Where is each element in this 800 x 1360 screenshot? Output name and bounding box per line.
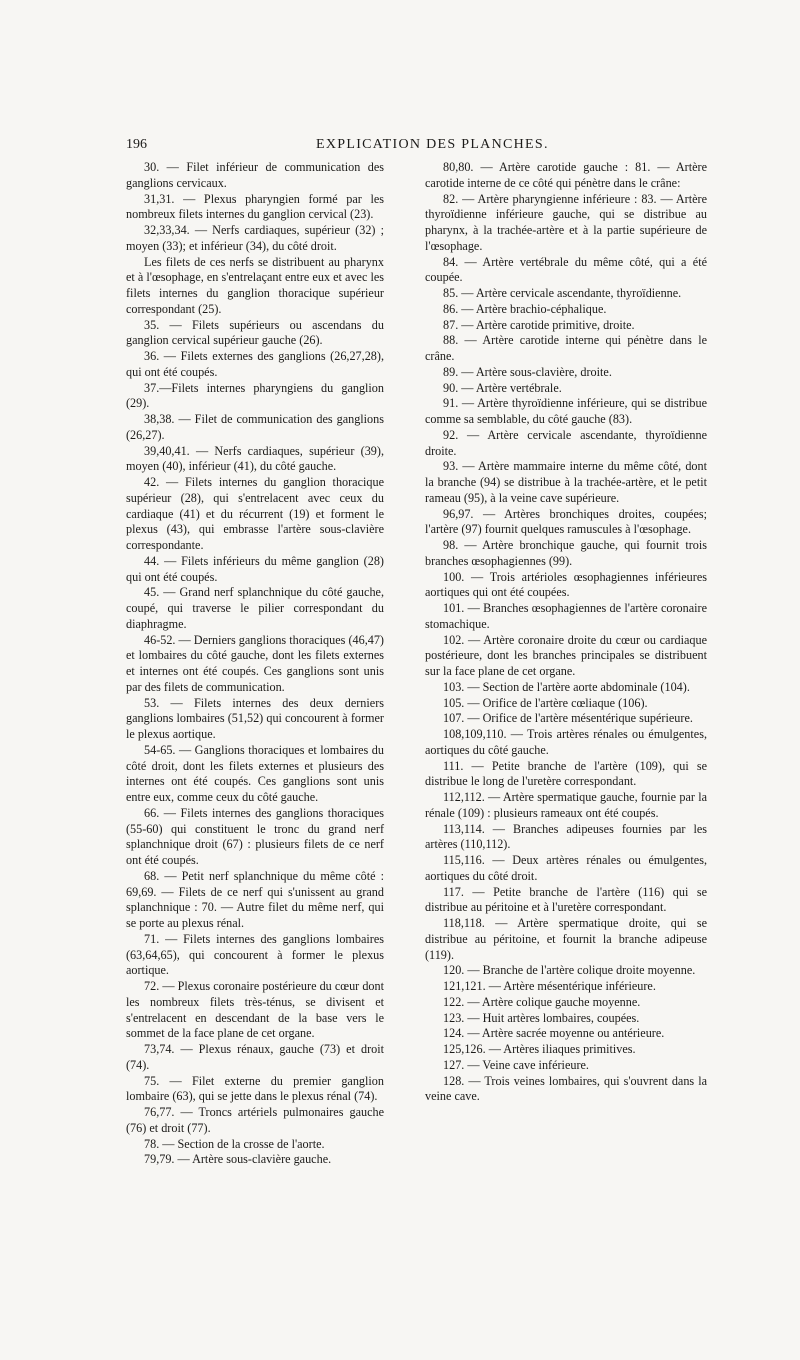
legend-entry: 120. — Branche de l'artère colique droite moyenne. [443, 963, 696, 978]
legend-entry: 125,126. — Artères iliaques primitives. [443, 1042, 636, 1056]
left-column [126, 160, 384, 1168]
legend-entry: 123. — Huit artères lombaires, coupées. [443, 1010, 640, 1025]
legend-entry: 80,80. — Artère carotide gauche : 81. — Artère carotide interne de ce côté qui pénètre dans le crâne: [425, 160, 707, 190]
legend-entry: 105. — Orifice de l'artère cœliaque (106). [443, 695, 648, 710]
legend-entry: 118,118. — Artère spermatique droite, qui se distribue au péritoine, et fournit la branche adipeuse (119). [425, 916, 707, 962]
legend-entry: 79,79. — Artère sous-clavière gauche. [144, 1152, 332, 1167]
legend-entry: 122. — Artère colique gauche moyenne. [443, 994, 641, 1009]
legend-entry: 93. — Artère mammaire interne du même côté, dont la branche (94) se distribue à la trachée-artère, et le petit rameau (95), à la veine cave supérieure. [425, 459, 707, 505]
legend-entry: 103. — Section de l'artère aorte abdominale (104). [443, 679, 690, 694]
legend-entry: 75. — Filet externe du premier ganglion lombaire (63), qui se jette dans le plexus rénal (74). [126, 1073, 384, 1104]
legend-entry: 46-52. — Derniers ganglions thoraciques (46,47) et lombaires du côté gauche, dont les filets externes et internes ont été coupés. Ces ganglions sont unis par des filets de communication. [126, 632, 384, 694]
legend-entry: 84. — Artère vertébrale du même côté, qui a été coupée. [425, 254, 707, 285]
legend-entry: 38,38. — Filet de communication des ganglions (26,27). [126, 412, 384, 442]
legend-entry: 85. — Artère cervicale ascendante, thyroïdienne. [443, 286, 682, 300]
legend-entry: 82. — Artère pharyngienne inférieure : 83. — Artère thyroïdienne inférieure gauche, qui se distribue au pharynx, à la trachée-artère et à la partie supérieure de l'œsophage. [425, 191, 707, 253]
legend-entry: 89. — Artère sous-clavière, droite. [443, 364, 612, 379]
legend-entry: 112,112. — Artère spermatique gauche, fournie par la rénale (109) : plusieurs rameaux ont été coupés. [425, 790, 707, 820]
legend-entry: 91. — Artère thyroïdienne inférieure, qui se distribue comme sa semblable, du côté gauche (83). [425, 396, 707, 426]
legend-entry: 35. — Filets supérieurs ou ascendans du ganglion cervical supérieur gauche (26). [126, 317, 384, 348]
legend-entry: 37.—Filets internes pharyngiens du ganglion (29). [126, 380, 384, 411]
legend-entry: 86. — Artère brachio-céphalique. [443, 301, 607, 316]
legend-entry: 39,40,41. — Nerfs cardiaques, supérieur (39), moyen (40), inférieur (41), du côté gauche. [126, 443, 384, 474]
legend-entry: 115,116. — Deux artères rénales ou émulgentes, aortiques du côté droit. [425, 853, 707, 883]
legend-entry: 98. — Artère bronchique gauche, qui fournit trois branches œsophagiennes (99). [425, 538, 707, 568]
legend-entry: 100. — Trois artérioles œsophagiennes inférieures aortiques qui ont été coupées. [425, 569, 707, 600]
legend-entry: 127. — Veine cave inférieure. [443, 1057, 589, 1072]
legend-entry: 72. — Plexus coronaire postérieure du cœur dont les nombreux filets très-ténus, se divisent et s'entrelacent en descendant de la base vers le sommet de la face plane de cet organe. [126, 979, 384, 1041]
legend-entry: 124. — Artère sacrée moyenne ou antérieure. [443, 1026, 665, 1041]
legend-entry: 78. — Section de la crosse de l'aorte. [144, 1136, 325, 1151]
legend-entry: 44. — Filets inférieurs du même ganglion (28) qui ont été coupés. [126, 553, 384, 584]
legend-entry: 36. — Filets externes des ganglions (26,27,28), qui ont été coupés. [126, 349, 384, 379]
legend-entry: 30. — Filet inférieur de communication des ganglions cervicaux. [126, 160, 384, 190]
legend-entry: 32,33,34. — Nerfs cardiaques, supérieur (32) ; moyen (33); et inférieur (34), du côté droit. [126, 223, 384, 253]
legend-entry: 90. — Artère vertébrale. [443, 380, 562, 395]
legend-entry: 88. — Artère carotide interne qui pénètre dans le crâne. [425, 333, 707, 363]
legend-entry: 73,74. — Plexus rénaux, gauche (73) et droit (74). [126, 1042, 384, 1072]
legend-entry: 42. — Filets internes du ganglion thoracique supérieur (28), qui s'entrelacent avec ceux du cardiaque (41) et du récurrent (19) et forment le plexus (43), qui embrasse l'artère sous-clavière correspondante. [126, 475, 384, 552]
legend-entry: 31,31. — Plexus pharyngien formé par les nombreux filets internes du ganglion cervical (23). [126, 191, 384, 222]
legend-entry: 111. — Petite branche de l'artère (109), qui se distribue le long de l'uretère correspondant. [425, 758, 707, 789]
legend-entry: 107. — Orifice de l'artère mésentérique supérieure. [443, 711, 693, 726]
right-column [425, 160, 707, 1105]
page-number: 196 [126, 137, 147, 152]
legend-entry: 117. — Petite branche de l'artère (116) qui se distribue au péritoine et à l'uretère correspondant. [425, 884, 707, 915]
legend-entry: 45. — Grand nerf splanchnique du côté gauche, coupé, qui traverse le pilier correspondant du diaphragme. [126, 585, 384, 631]
legend-entry: 71. — Filets internes des ganglions lombaires (63,64,65), qui concourent à former le plexus aortique. [126, 931, 384, 978]
running-head: EXPLICATION DES PLANCHES. [316, 137, 549, 152]
legend-entry: 108,109,110. — Trois artères rénales ou émulgentes, aortiques du côté gauche. [425, 727, 707, 757]
legend-entry: 113,114. — Branches adipeuses fournies par les artères (110,112). [425, 821, 707, 852]
legend-entry: 66. — Filets internes des ganglions thoraciques (55-60) qui constituent le tronc du grand nerf splanchnique droit (67) : plusieurs filets de ce nerf ont été coupés. [126, 805, 384, 867]
legend-entry: 96,97. — Artères bronchiques droites, coupées; l'artère (97) fournit quelques ramuscules à l'œsophage. [425, 506, 707, 537]
legend-entry: 92. — Artère cervicale ascendante, thyroïdienne droite. [425, 427, 707, 458]
legend-entry: 121,121. — Artère mésentérique inférieure. [443, 979, 656, 993]
legend-entry: Les filets de ces nerfs se distribuent au pharynx et à l'œsophage, en s'entrelaçant entre eux et avec les filets internes du ganglion thoracique supérieur correspondant (25). [126, 254, 384, 316]
legend-entry: 102. — Artère coronaire droite du cœur ou cardiaque postérieure, dont les branches principales se distribuent sur la face plane de cet organe. [425, 632, 707, 678]
legend-entry: 53. — Filets internes des deux derniers ganglions lombaires (51,52) qui concourent à former le plexus aortique. [126, 695, 384, 741]
legend-entry: 76,77. — Troncs artériels pulmonaires gauche (76) et droit (77). [126, 1105, 384, 1135]
legend-entry: 128. — Trois veines lombaires, qui s'ouvrent dans la veine cave. [425, 1073, 707, 1104]
legend-entry: 68. — Petit nerf splanchnique du même côté : 69,69. — Filets de ce nerf qui s'unissent au grand splanchnique : 70. — Autre filet du même nerf, qui se porte au plexus rénal. [126, 868, 384, 930]
legend-entry: 87. — Artère carotide primitive, droite. [443, 317, 635, 332]
legend-entry: 101. — Branches œsophagiennes de l'artère coronaire stomachique. [425, 601, 707, 631]
legend-entry: 54-65. — Ganglions thoraciques et lombaires du côté droit, dont les filets externes et plusieurs des internes ont été coupés. Ces ganglions sont unis entre eux, comme ceux du côté gauche. [126, 742, 384, 804]
